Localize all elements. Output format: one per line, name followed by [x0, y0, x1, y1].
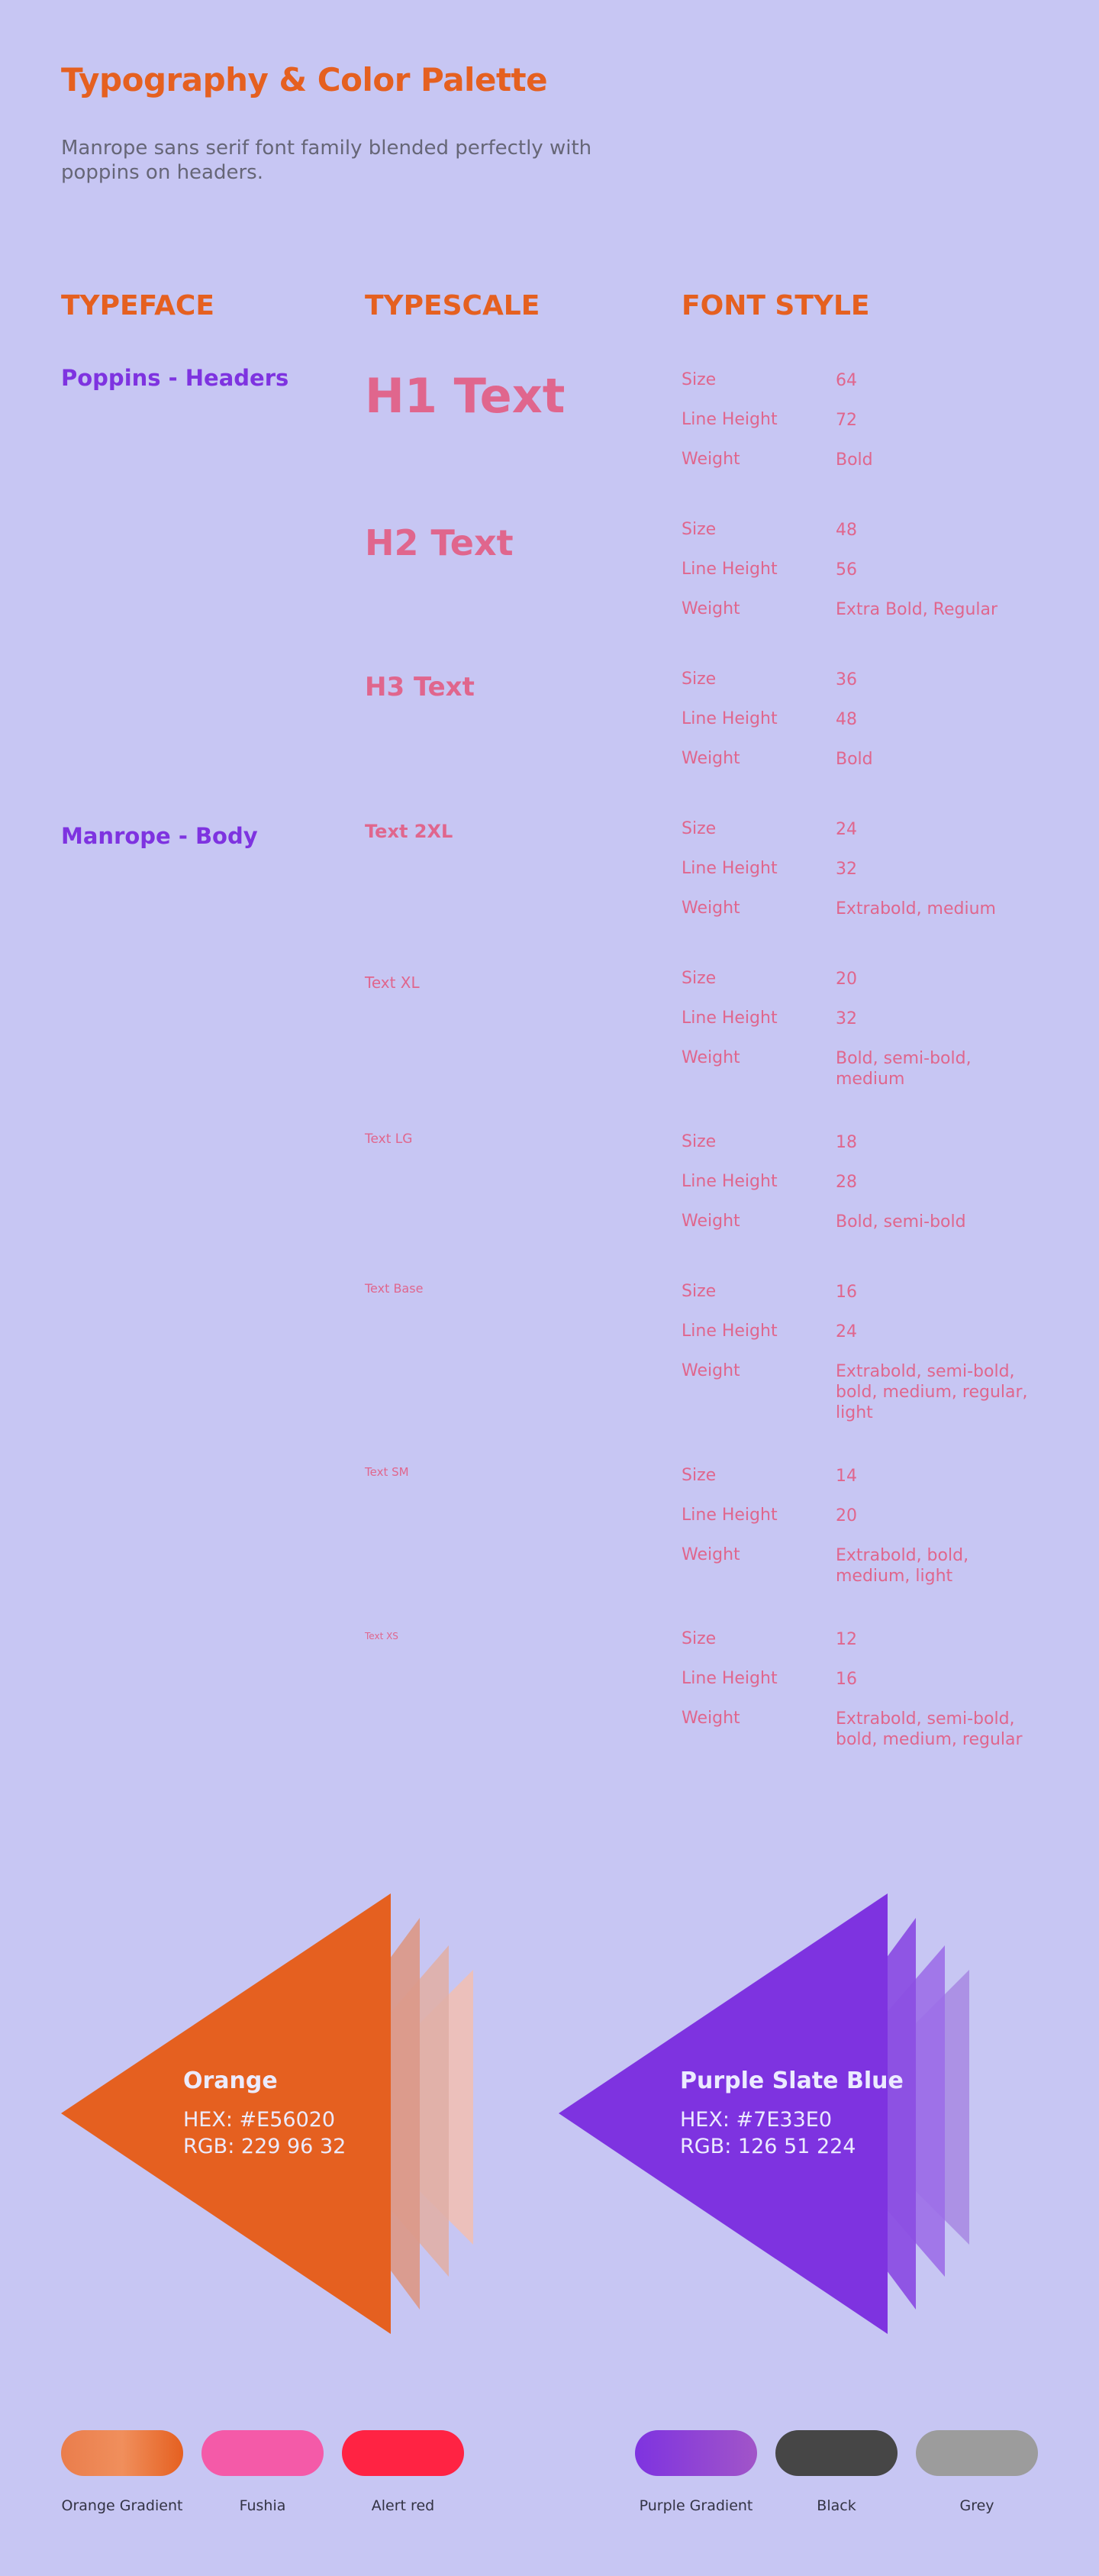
2xl-line-height-value: 32 [836, 860, 857, 879]
h2-weight-label: Weight [682, 599, 740, 618]
purple-gradient-label: Purple Gradient [639, 2497, 753, 2514]
purple-swatch-rgb: RGB: 126 51 224 [680, 2135, 856, 2158]
alert-red-label: Alert red [371, 2497, 435, 2514]
color-swatch-graphics [0, 1878, 1099, 2352]
grey-label: Grey [959, 2497, 994, 2514]
h3-weight-label: Weight [682, 749, 740, 768]
h1-weight-value: Bold [836, 450, 873, 470]
xs-size-value: 12 [836, 1630, 857, 1649]
h1-line-height-label: Line Height [682, 410, 778, 429]
xs-size-label: Size [682, 1629, 717, 1648]
lg-weight-label: Weight [682, 1212, 740, 1231]
2xl-weight-label: Weight [682, 899, 740, 918]
h1-line-height-value: 72 [836, 411, 857, 430]
lg-weight-value: Bold, semi-bold [836, 1212, 966, 1232]
base-weight-label: Weight [682, 1361, 740, 1380]
orange-swatch-rgb: RGB: 229 96 32 [183, 2135, 346, 2158]
scale-h3-sample: H3 Text [365, 672, 475, 702]
xl-line-height-label: Line Height [682, 1009, 778, 1028]
sm-weight-label: Weight [682, 1545, 740, 1564]
black-pill [775, 2430, 898, 2476]
scale-h2-sample: H2 Text [365, 522, 514, 563]
page-title: Typography & Color Palette [61, 61, 548, 98]
2xl-size-value: 24 [836, 820, 857, 839]
xl-line-height-value: 32 [836, 1009, 857, 1028]
orange-swatch-hex: HEX: #E56020 [183, 2108, 336, 2132]
scale-2xl-sample: Text 2XL [365, 821, 453, 842]
scale-base-sample: Text Base [365, 1281, 424, 1296]
sm-size-label: Size [682, 1466, 717, 1485]
purple-swatch-hex: HEX: #7E33E0 [680, 2108, 832, 2132]
h2-line-height-value: 56 [836, 560, 857, 579]
orange-swatch-name: Orange [183, 2068, 278, 2094]
scale-lg-sample: Text LG [365, 1131, 413, 1147]
lg-size-label: Size [682, 1132, 717, 1151]
base-size-label: Size [682, 1282, 717, 1301]
xl-weight-label: Weight [682, 1048, 740, 1067]
h2-line-height-label: Line Height [682, 560, 778, 579]
fushia-pill [201, 2430, 324, 2476]
h1-size-value: 64 [836, 371, 857, 390]
base-size-value: 16 [836, 1283, 857, 1302]
font-style-column-header: FONT STYLE [682, 290, 870, 321]
lg-size-value: 18 [836, 1133, 857, 1152]
scale-h1-sample: H1 Text [365, 368, 566, 424]
scale-xl-sample: Text XL [365, 973, 420, 992]
base-line-height-value: 24 [836, 1322, 857, 1341]
sm-size-value: 14 [836, 1467, 857, 1486]
lg-line-height-label: Line Height [682, 1172, 778, 1191]
2xl-size-label: Size [682, 819, 717, 838]
purple-gradient-pill [635, 2430, 757, 2476]
xs-weight-label: Weight [682, 1709, 740, 1728]
orange-gradient-label: Orange Gradient [61, 2497, 183, 2514]
scale-sm-sample: Text SM [365, 1465, 409, 1479]
xl-size-label: Size [682, 969, 717, 988]
xl-size-value: 20 [836, 970, 857, 989]
sm-line-height-value: 20 [836, 1506, 857, 1525]
sm-line-height-label: Line Height [682, 1506, 778, 1525]
h2-size-value: 48 [836, 521, 857, 540]
h2-size-label: Size [682, 520, 717, 539]
fushia-label: Fushia [239, 2497, 286, 2514]
h3-size-value: 36 [836, 670, 857, 689]
xs-line-height-label: Line Height [682, 1669, 778, 1688]
h3-weight-value: Bold [836, 750, 873, 769]
typeface-column-header: TYPEFACE [61, 290, 214, 321]
h3-size-label: Size [682, 670, 717, 689]
scale-xs-sample: Text XS [365, 1631, 398, 1641]
orange-gradient-pill [61, 2430, 183, 2476]
purple-swatch-name: Purple Slate Blue [680, 2068, 904, 2094]
base-line-height-label: Line Height [682, 1322, 778, 1341]
sm-weight-value: Extrabold, bold, medium, light [836, 1546, 969, 1586]
page-subtitle: Manrope sans serif font family blended perfectly with poppins on headers. [61, 137, 592, 184]
2xl-line-height-label: Line Height [682, 859, 778, 878]
h3-line-height-label: Line Height [682, 709, 778, 728]
h1-size-label: Size [682, 370, 717, 389]
base-weight-value: Extrabold, semi-bold, bold, medium, regular, light [836, 1362, 1028, 1422]
2xl-weight-value: Extrabold, medium [836, 899, 996, 918]
lg-line-height-value: 28 [836, 1173, 857, 1192]
h2-weight-value: Extra Bold, Regular [836, 600, 998, 619]
alert-red-pill [342, 2430, 464, 2476]
xs-line-height-value: 16 [836, 1670, 857, 1689]
grey-pill [916, 2430, 1038, 2476]
xl-weight-value: Bold, semi-bold, medium [836, 1049, 972, 1089]
h3-line-height-value: 48 [836, 710, 857, 729]
typeface-headers: Poppins - Headers [61, 365, 289, 391]
typeface-body: Manrope - Body [61, 823, 258, 849]
xs-weight-value: Extrabold, semi-bold, bold, medium, regular [836, 1709, 1023, 1749]
typescale-column-header: TYPESCALE [365, 290, 540, 321]
black-label: Black [817, 2497, 856, 2514]
h1-weight-label: Weight [682, 450, 740, 469]
